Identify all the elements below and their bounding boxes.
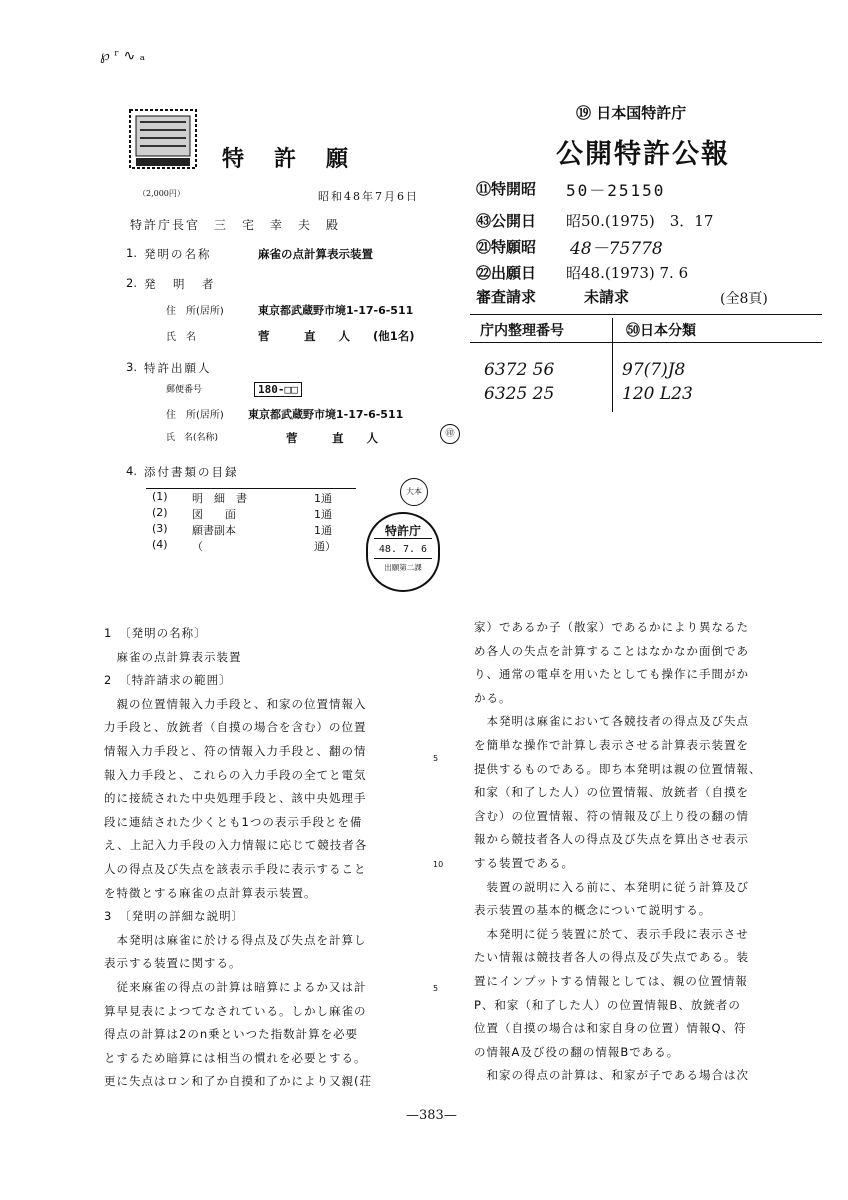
page-number: —383— <box>406 1108 457 1123</box>
body-text-line: を簡単な操作で計算し表示させる計算表示装置を <box>474 738 749 752</box>
item-value: 東京都武蔵野市境1-17-6-511 <box>258 304 414 317</box>
attachment-row <box>146 538 356 552</box>
field-value: 昭50.(1975) 3．17 <box>566 212 714 230</box>
body-text-line: 表示装置の基本的概念について説明する。 <box>474 903 712 918</box>
body-text-line: 家）であるか子（散家）であるかにより異なるた <box>474 620 749 634</box>
field-label: ㉑特願昭 <box>476 238 537 256</box>
body-text-line: え、上記入力手段の入力情報に応じて競技者各 <box>104 838 368 853</box>
body-text-line: 麻雀の点計算表示装置 <box>104 649 242 664</box>
attachment-row <box>146 506 356 520</box>
body-text-line: 力手段と、放銃者（自摸の場合を含む）の位置 <box>104 720 367 735</box>
body-left-column <box>104 620 454 1089</box>
body-text-line: 得点の計算は2のn乗といつた指数計算を必要 <box>104 1027 359 1042</box>
body-text-line: 更に失点はロン和了か自摸和了かにより又親(荘 <box>104 1074 372 1089</box>
body-text-line: 親の位置情報入力手段と、和家の位置情報入 <box>104 696 367 711</box>
body-text-line: 段に連結された少くとも1つの表示手段とを備 <box>104 814 363 829</box>
item-label: 氏 名(名称) <box>166 433 219 443</box>
page-count: (全8頁) <box>720 291 768 307</box>
japan-class-label: ㊿日本分類 <box>626 323 696 339</box>
body-text-line: 本発明は麻雀に於ける得点及び失点を計算し <box>104 932 367 947</box>
attachment-name: （ <box>192 540 203 553</box>
body-text-line: 1 〔発明の名称〕 <box>104 626 207 640</box>
body-text-line: とするため暗算には相当の慣れを必要とする。 <box>104 1050 367 1065</box>
body-text-line: 和家の得点の計算は、和家が子である場合は次 <box>474 1068 749 1083</box>
applicant-seal: ㊞ <box>440 424 460 444</box>
line-number-10: 10 <box>433 860 444 869</box>
stamp-caption: （2,000円） <box>138 189 185 198</box>
body-text-line: 3 〔発明の詳細な説明〕 <box>104 909 245 924</box>
application-title: 特 許 願 <box>222 146 353 172</box>
item-label: 郵便番号 <box>166 385 203 395</box>
attachment-num: (3) <box>152 522 168 535</box>
attachment-num: (2) <box>152 506 168 519</box>
body-text-line: 算早見表によつてなされている。しかし麻雀の <box>104 1003 367 1018</box>
item-label: 住 所(居所) <box>166 306 224 317</box>
item-value: 東京都武蔵野市境1-17-6-511 <box>248 408 404 421</box>
attachment-name: 明 細 書 <box>192 492 247 505</box>
body-text-line: 和家（和了した人）の位置情報、放銃者（自摸を <box>474 785 749 800</box>
field-label: ㉒出願日 <box>476 264 537 282</box>
attachment-count: 1通 <box>314 492 332 505</box>
body-text-line: かる。 <box>474 690 512 705</box>
item-label: 氏 名 <box>166 332 196 343</box>
line-number-5b: 5 <box>433 984 439 993</box>
body-text-line: 提供するものである。即ち本発明は親の位置情報、 <box>474 761 762 776</box>
body-text-line: 情報入力手段と、符の情報入力手段と、翻の情 <box>104 744 367 758</box>
body-text-line: 従来麻雀の得点の計算は暗算によるか又は計 <box>104 980 367 994</box>
body-text-line: 本発明は麻雀において各競技者の得点及び失点 <box>474 714 749 729</box>
postal-code-box: 180-□□ <box>254 382 302 397</box>
item-label: 発明の名称 <box>144 247 212 261</box>
body-text-line: 置にインプットする情報としては、親の位置情報 <box>474 974 748 988</box>
body-text-line: 装置の説明に入る前に、本発明に従う計算及び <box>474 879 749 894</box>
publication-fields <box>476 178 816 318</box>
body-text-line: する装置である。 <box>474 856 574 870</box>
line-number-5: 5 <box>433 754 439 763</box>
internal-number: 6325 25 <box>484 384 555 404</box>
item-value: 菅 直 人 <box>286 431 378 445</box>
body-text-line: 位置（自摸の場合は和家自身の位置）情報Q、符 <box>474 1021 747 1036</box>
body-text-line: 本発明に従う装置に於て、表示手段に表示させ <box>474 926 749 941</box>
attachment-count: 1通 <box>314 524 332 537</box>
item-label: 特許出願人 <box>144 361 212 375</box>
body-text-line: 含む）の位置情報、符の情報及び上り役の翻の情 <box>474 808 749 823</box>
internal-number: 6372 56 <box>484 360 555 380</box>
item-value: 麻雀の点計算表示装置 <box>258 247 373 261</box>
attachment-row <box>146 490 356 504</box>
stamp-sub: 出願第二課 <box>384 563 422 572</box>
attachment-row <box>146 522 356 536</box>
attachment-num: (1) <box>152 490 168 503</box>
gazette-title: 公開特許公報 <box>556 139 730 170</box>
body-text-line: 2 〔特許請求の範囲〕 <box>104 673 232 688</box>
attachment-num: (4) <box>152 538 168 551</box>
attachments-table <box>146 488 356 554</box>
body-text-line: 的に接続された中央処理手段と、該中央処理手 <box>104 791 367 806</box>
field-label: ⑪特開昭 <box>476 180 537 198</box>
body-text-line: の情報A及び役の翻の情報Bである。 <box>474 1044 680 1059</box>
field-value: 50－25150 <box>566 181 666 200</box>
body-text-line: P、和家（和了した人）の位置情報B、放銃者の <box>474 997 741 1012</box>
item-number: 2. <box>126 276 137 290</box>
field-label: 審査請求 <box>476 288 537 306</box>
body-text-line: 報入力手段と、これらの入力手段の全てと電気 <box>104 767 367 782</box>
issuer: ⑲ 日本国特許庁 <box>576 104 687 122</box>
application-items <box>126 246 466 486</box>
stamp-date: 48. 7. 6 <box>378 544 428 555</box>
body-text-line: 報から競技者各人の得点及び失点を算出させ表示 <box>474 832 749 847</box>
field-label: ㊸公開日 <box>476 212 537 230</box>
attachment-count: 通） <box>314 540 336 553</box>
japan-class: 97(7)J8 <box>622 360 686 380</box>
recipient: 特許庁長官 三 宅 幸 夫 殿 <box>130 218 341 232</box>
body-text-line: 表示する装置に関する。 <box>104 956 242 971</box>
handwritten-corner-mark: ℘ ʳ ∿ ₐ <box>100 48 146 64</box>
patent-office-stamp <box>366 512 440 592</box>
item-label: 発 明 者 <box>144 277 217 291</box>
divider <box>470 314 822 315</box>
body-text-line: を特徴とする麻雀の点計算表示装置。 <box>104 885 317 900</box>
internal-number-label: 庁内整理番号 <box>480 323 564 339</box>
field-value: 48－75778 <box>570 239 663 259</box>
attachment-count: 1通 <box>314 508 332 521</box>
body-text-line: 人の得点及び失点を該表示手段に表示すること <box>104 862 367 876</box>
divider <box>470 342 822 343</box>
attachment-name: 図 面 <box>192 508 236 521</box>
filing-date: 昭和48年7月6日 <box>318 190 419 203</box>
field-value: 未請求 <box>584 288 630 306</box>
body-text-line: め各人の失点を計算することはなかなか面倒であ <box>474 643 749 658</box>
body-text-line: り、通常の電卓を用いたとしても操作に手間がか <box>474 667 749 682</box>
stamp-title: 特許庁 <box>384 524 421 538</box>
item-number: 4. <box>126 464 137 478</box>
item-label: 添付書類の目録 <box>144 465 239 479</box>
attachment-name: 願書副本 <box>192 524 236 537</box>
field-value: 昭48.(1973) 7. 6 <box>566 264 689 282</box>
japan-class: 120 L23 <box>622 384 693 404</box>
round-seal-icon: 大本 <box>400 478 428 506</box>
item-number: 1. <box>126 246 137 260</box>
revenue-stamp <box>128 108 198 170</box>
body-text-line: たい情報は競技者各人の得点及び失点である。装 <box>474 950 749 965</box>
item-number: 3. <box>126 360 137 374</box>
body-right-column <box>474 614 824 1104</box>
item-value: 菅 直 人 (他1名) <box>258 329 415 343</box>
column-divider <box>612 318 613 412</box>
item-label: 住 所(居所) <box>166 410 224 421</box>
